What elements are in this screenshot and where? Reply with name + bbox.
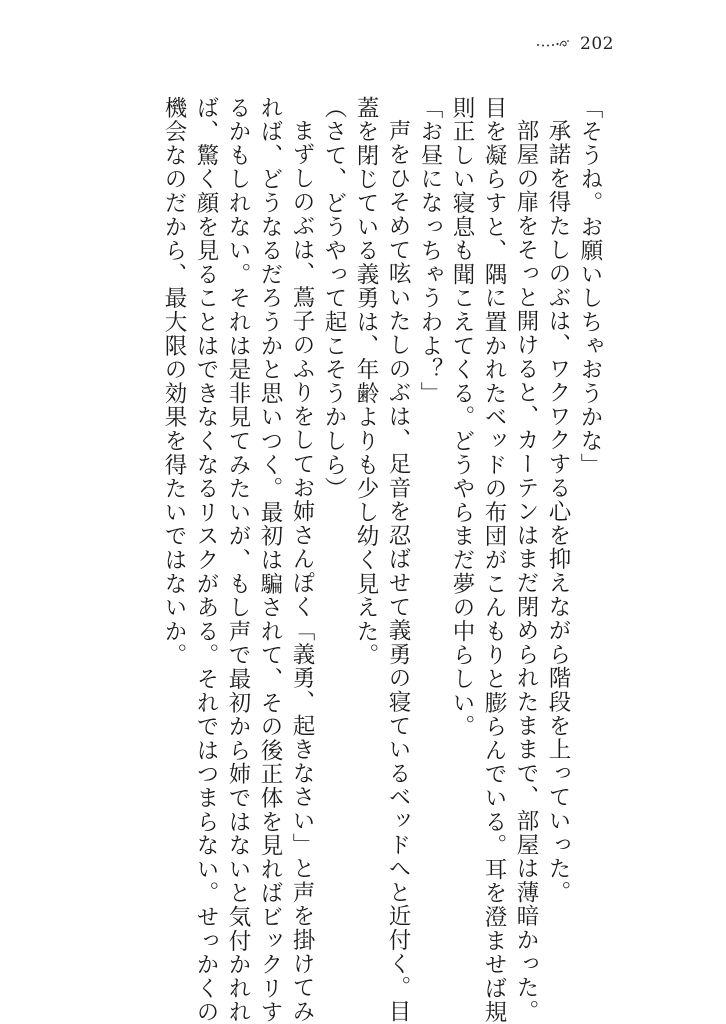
text-line: れば、どうなるだろうかと思いつく。最初は騙されて、その後正体を見ればビックリす bbox=[257, 96, 283, 1024]
text-line: 「そうね。お願いしちゃおうかな」 bbox=[577, 96, 603, 477]
text-line: 目を凝らすと、隅に置かれたベッドの布団がこんもりと膨らんでいる。耳を澄ませば規 bbox=[481, 96, 507, 1024]
text-line: 蓋を閉じている義勇は、年齢よりも少し幼く見えた。 bbox=[353, 96, 379, 668]
body-text bbox=[158, 96, 606, 1024]
text-line: 機会なのだから、最大限の効果を得たいではないか。 bbox=[161, 96, 187, 668]
text-line: るかもしれない。それは是非見てみたいが、もし声で最初から姉ではないと気付かれれ bbox=[225, 96, 251, 1024]
text-line: まずしのぶは、蔦子のふりをしてお姉さんぽく「義勇、起きなさい」と声を掛けてみ bbox=[289, 119, 315, 1024]
text-line: （さて、どうやって起こそうかしら） bbox=[321, 96, 347, 501]
text-line: 部屋の扉をそっと開けると、カーテンはまだ閉められたままで、部屋は薄暗かった。 bbox=[513, 119, 539, 1024]
text-line: 「お昼になっちゃうわよ？」 bbox=[417, 96, 443, 406]
page-header bbox=[536, 34, 614, 54]
text-line: 承諾を得たしのぶは、ワクワクする心を抑えながら階段を上っていった。 bbox=[545, 119, 571, 905]
text-line: 声をひそめて呟いたしのぶは、足音を忍ばせて義勇の寝ているベッドへと近付く。目 bbox=[385, 119, 411, 1024]
page-number: 202 bbox=[580, 34, 614, 54]
text-line: 則正しい寝息も聞こえてくる。どうやらまだ夢の中らしい。 bbox=[449, 96, 475, 739]
dotted-flourish-icon bbox=[536, 38, 570, 50]
text-line: ば、驚く顔を見ることはできなくなるリスクがある。それではつまらない。せっかくの bbox=[193, 96, 219, 1024]
